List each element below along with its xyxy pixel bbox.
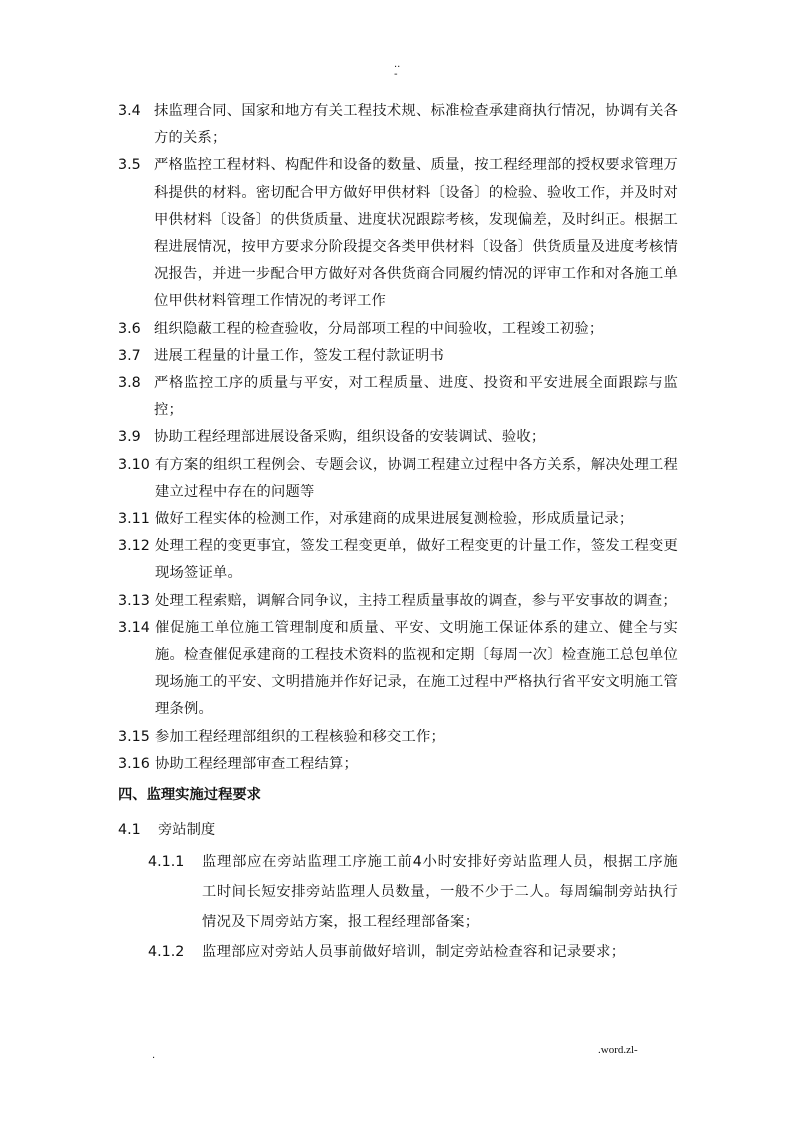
item-number: 3.15 [118,728,150,745]
list-item [118,533,678,587]
section-4-1 [118,817,678,844]
subitem [148,847,678,937]
list-item [118,370,678,424]
list-item [118,98,678,152]
header-mark: .. - [394,59,401,80]
item-text: 严格监控工序的质量与平安，对工程质量、进度、投资和平安进展全面跟踪与监控； [154,375,678,419]
item-number: 3.4 [118,103,141,119]
list-item [118,751,678,778]
item-number: 3.12 [118,538,150,555]
list-item [118,316,678,343]
item-number: 3.8 [118,375,141,392]
item-text: 做好工程实体的检测工作，对承建商的成果进展复测检验，形成质量记录； [155,511,634,528]
item-text: 有方案的组织工程例会、专题会议，协调工程建立过程中各方关系，解决处理工程建立过程中存在的问题等 [155,456,678,500]
subitem [148,937,678,967]
list-item [118,724,678,751]
footer-text: .word.zl- [598,1044,638,1056]
list-item [118,424,678,451]
item-number: 3.5 [118,157,141,174]
footer-dot: . [152,1050,156,1061]
item-text: 抹监理合同、国家和地方有关工程技术规、标准检查承建商执行情况，协调有关各方的关系； [154,103,678,147]
item-number: 3.10 [118,456,150,473]
item-text: 协助工程经理部审查工程结算； [155,755,358,772]
item-text: 协助工程经理部进展设备采购，组织设备的安装调试、验收； [154,429,546,446]
list-item [118,152,678,315]
item-number: 3.9 [118,429,141,446]
subitem-number: 4.1.1 [148,854,185,871]
item-number: 3.6 [118,320,141,337]
item-number: 3.16 [118,755,150,772]
item-number: 3.13 [118,592,150,609]
list-item [118,452,678,506]
document-body [118,98,678,967]
item-text: 处理工程索赔，调解合同争议，主持工程质量事故的调查，参与平安事故的调查； [155,592,677,609]
item-text: 进展工程量的计量工作，签发工程付款证明书 [154,347,444,364]
item-number: 3.11 [118,511,150,528]
item-number: 3.7 [118,347,141,364]
item-text: 组织隐蔽工程的检查验收，分局部项工程的中间验收，工程竣工初验； [154,320,604,337]
list-item [118,506,678,533]
subitem-text: 监理部应在旁站监理工序施工前4小时安排好旁站监理人员，根据工序施工时间长短安排旁站监理人员数量，一般不少于二人。每周编制旁站执行情况及下周旁站方案，报工程经理部备案； [202,854,678,931]
item-number: 3.14 [118,619,150,636]
section-number: 4.1 [118,822,141,839]
subitem-number: 4.1.2 [148,944,185,961]
subitem-list [118,847,678,967]
item-text: 参加工程经理部组织的工程核验和移交工作； [155,728,445,745]
section-heading: 四、监理实施过程要求 [118,787,261,804]
item-list [118,98,678,778]
list-item [118,343,678,370]
item-text: 催促施工单位施工管理制度和质量、平安、文明施工保证体系的建立、健全与实施。检查催促承建商的工程技术资料的监视和定期〔每周一次〕检查施工总包单位现场施工的平安、文明措施并作好记录，在施工过程中严格执行省平安文明施工管理条例。 [155,619,678,718]
item-text: 严格监控工程材料、构配件和设备的数量、质量，按工程经理部的授权要求管理万科提供的材料。密切配合甲方做好甲供材料〔设备〕的检验、验收工作，并及时对甲供材料〔设备〕的供货质量、进度状况跟踪考核，发现偏差，及时纠正。根据工程进展情况，按甲方要求分阶段提交各类甲供材料〔设备〕供货质量及进度考核情况报告，并进一步配合甲方做好对各供货商合同履约情况的评审工作和对各施工单位甲供材料管理工作情况的考评工作 [154,157,678,310]
section-title: 旁站制度 [158,822,216,839]
subitem-text: 监理部应对旁站人员事前做好培训，制定旁站检查容和记录要求； [202,944,626,961]
list-item [118,588,678,615]
item-text: 处理工程的变更事宜，签发工程变更单，做好工程变更的计量工作，签发工程变更现场签证单。 [155,538,678,582]
list-item [118,615,678,724]
